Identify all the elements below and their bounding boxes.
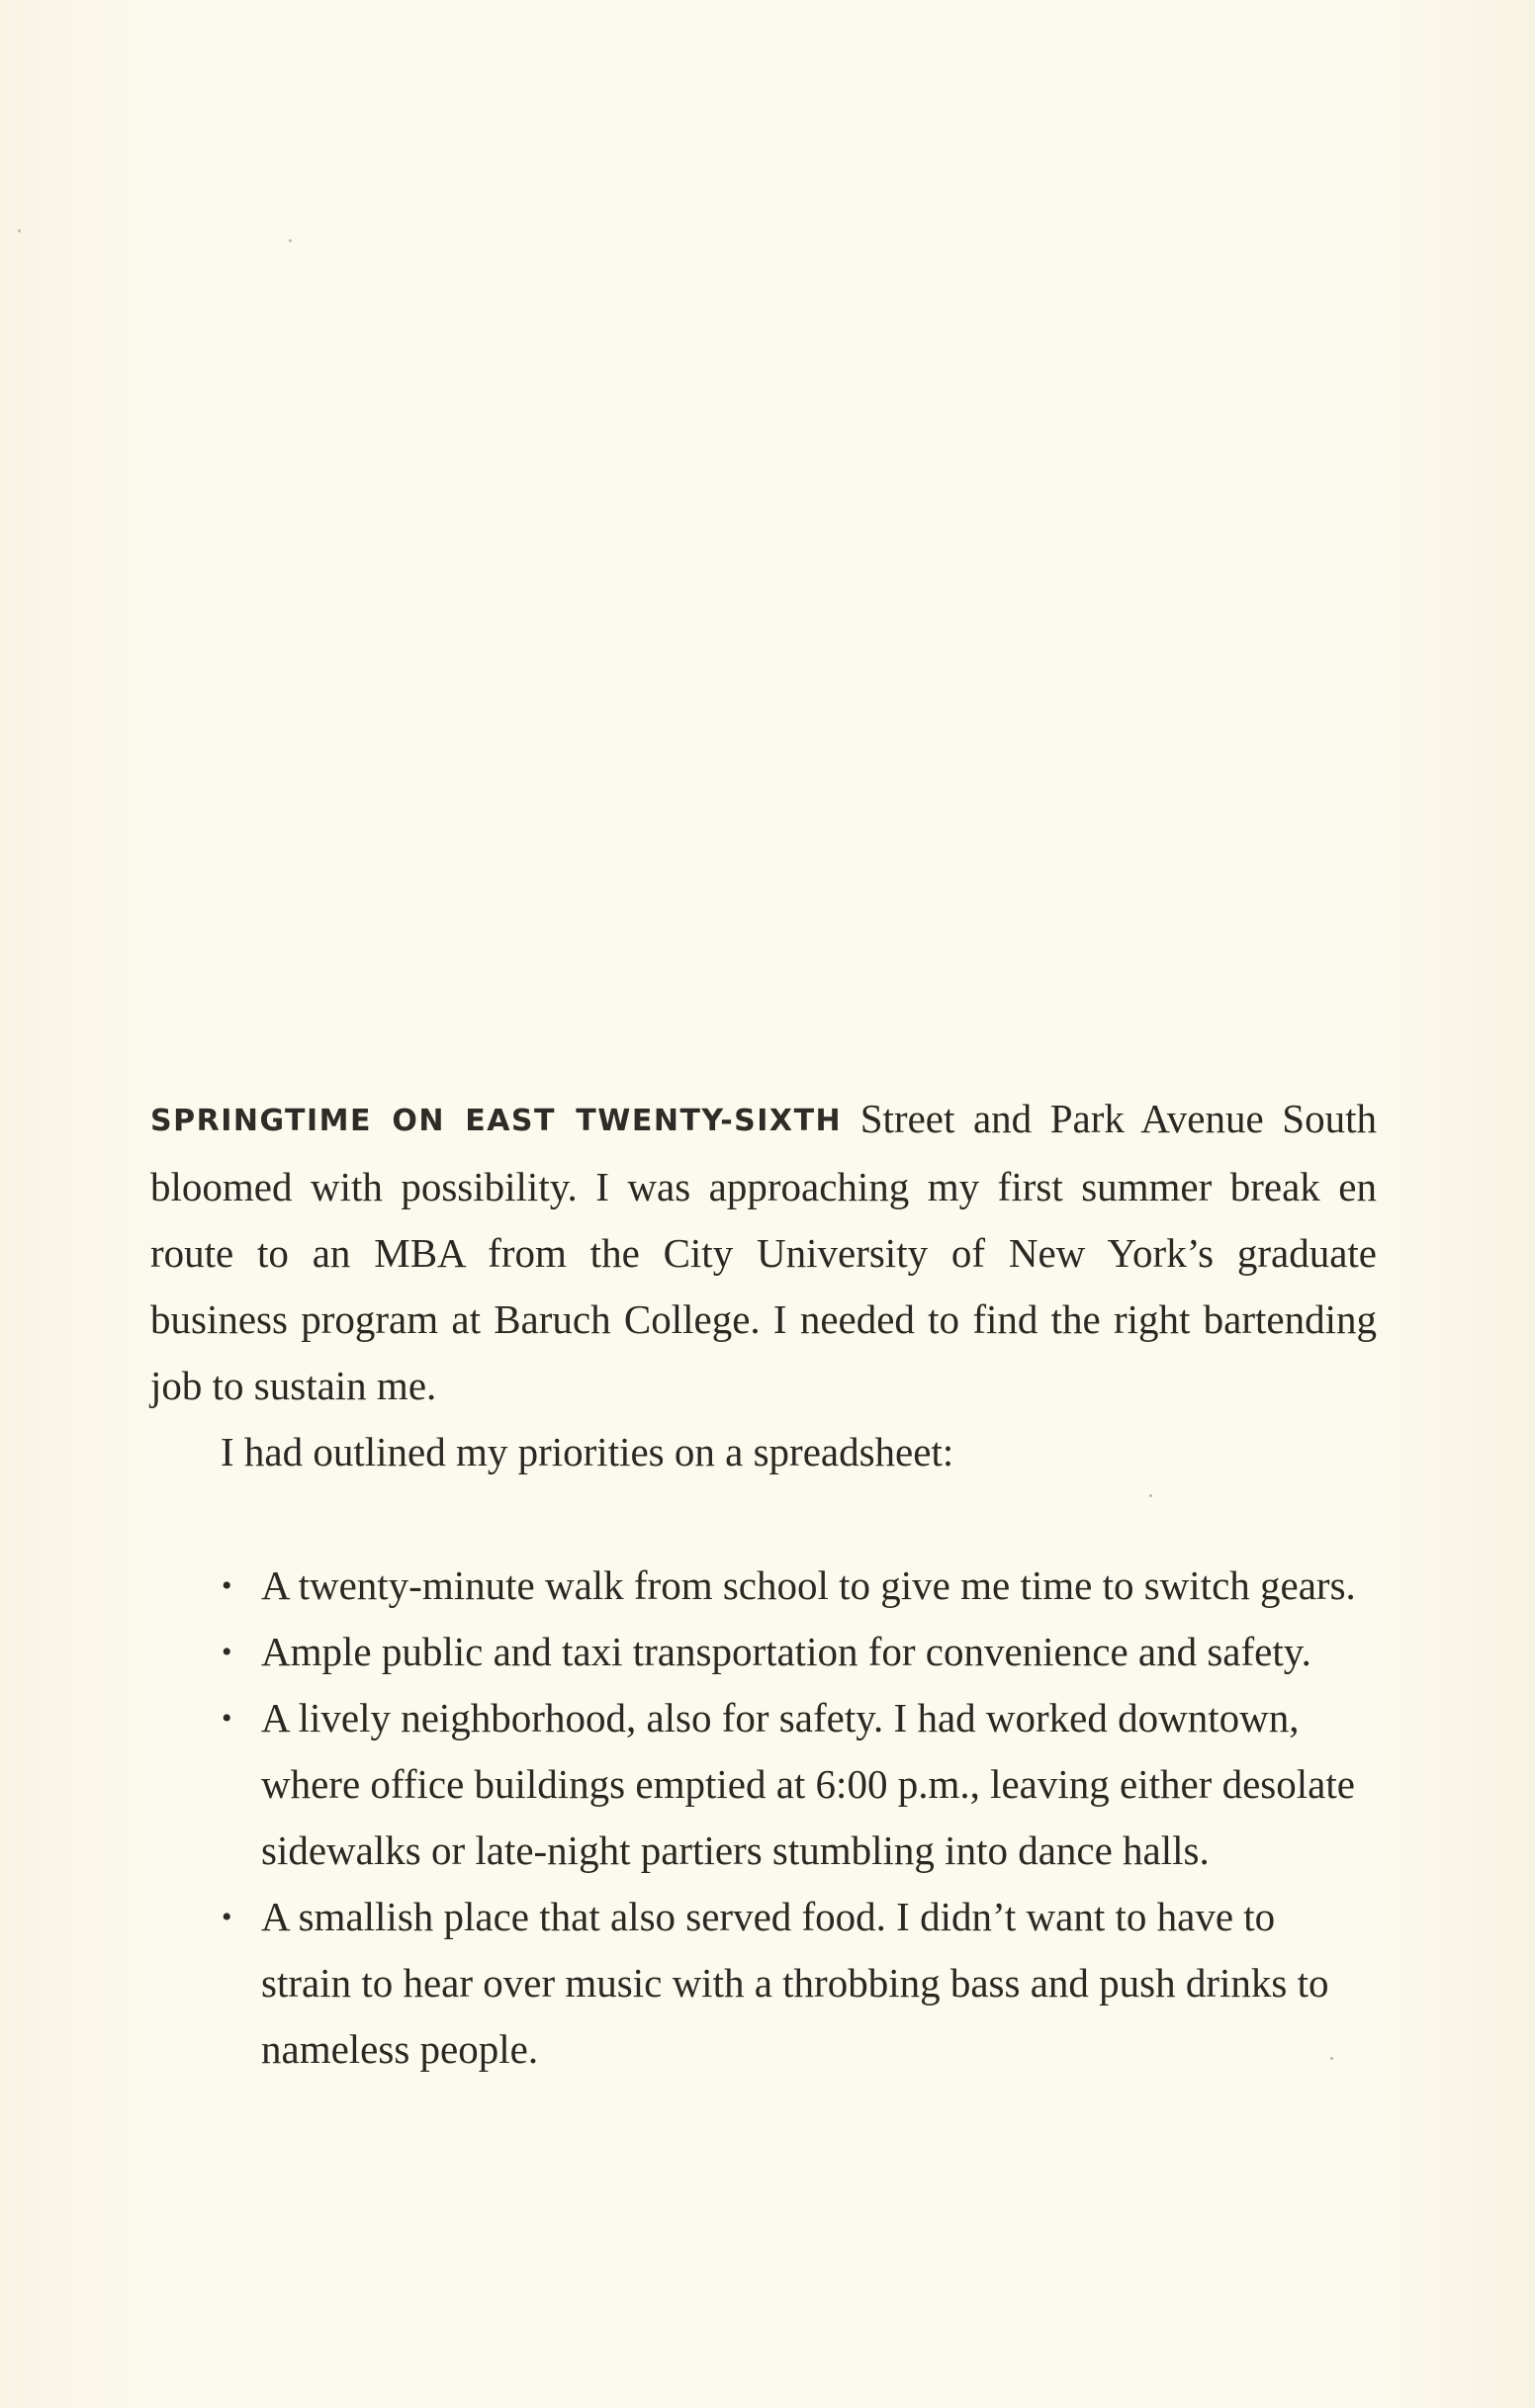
list-item <box>150 1619 1377 1685</box>
body-text <box>150 1086 1377 2083</box>
list-item <box>150 1884 1377 2083</box>
bullet-icon: • <box>222 1569 232 1602</box>
bullet-icon: • <box>222 1636 232 1668</box>
list-item <box>150 1553 1377 1619</box>
lead-in-small-caps: SPRINGTIME ON EAST TWENTY-SIXTH <box>150 1104 843 1138</box>
list-item-text: A twenty-minute walk from school to give me time to switch gears. <box>261 1562 1356 1608</box>
paper-speck <box>289 239 292 242</box>
bullet-icon: • <box>222 1901 232 1933</box>
list-item-text: A lively neighborhood, also for safety. I had worked downtown, where office buildings emptied at 6:00 p.m., leaving either desolate sidewalks or late-night partiers stumbling into dance halls. <box>261 1695 1355 1873</box>
paper-speck <box>18 229 21 232</box>
list-item-text: Ample public and taxi transportation for convenience and safety. <box>261 1629 1311 1674</box>
bullet-icon: • <box>222 1702 232 1735</box>
list-item <box>150 1685 1377 1884</box>
priorities-intro: I had outlined my priorities on a spreadsheet: <box>221 1429 954 1474</box>
opening-text: Street and Park Avenue South bloomed with possibility. I was approaching my first summer break en route to an MBA from the City University of New York’s graduate business program at Baruch College. I needed to find the right bartending job to sustain me. <box>150 1096 1377 1408</box>
priorities-list <box>150 1553 1377 2083</box>
opening-paragraph <box>150 1086 1377 1419</box>
list-item-text: A smallish place that also served food. I didn’t want to have to strain to hear over music with a throbbing bass and push drinks to nameless people. <box>261 1894 1329 2072</box>
